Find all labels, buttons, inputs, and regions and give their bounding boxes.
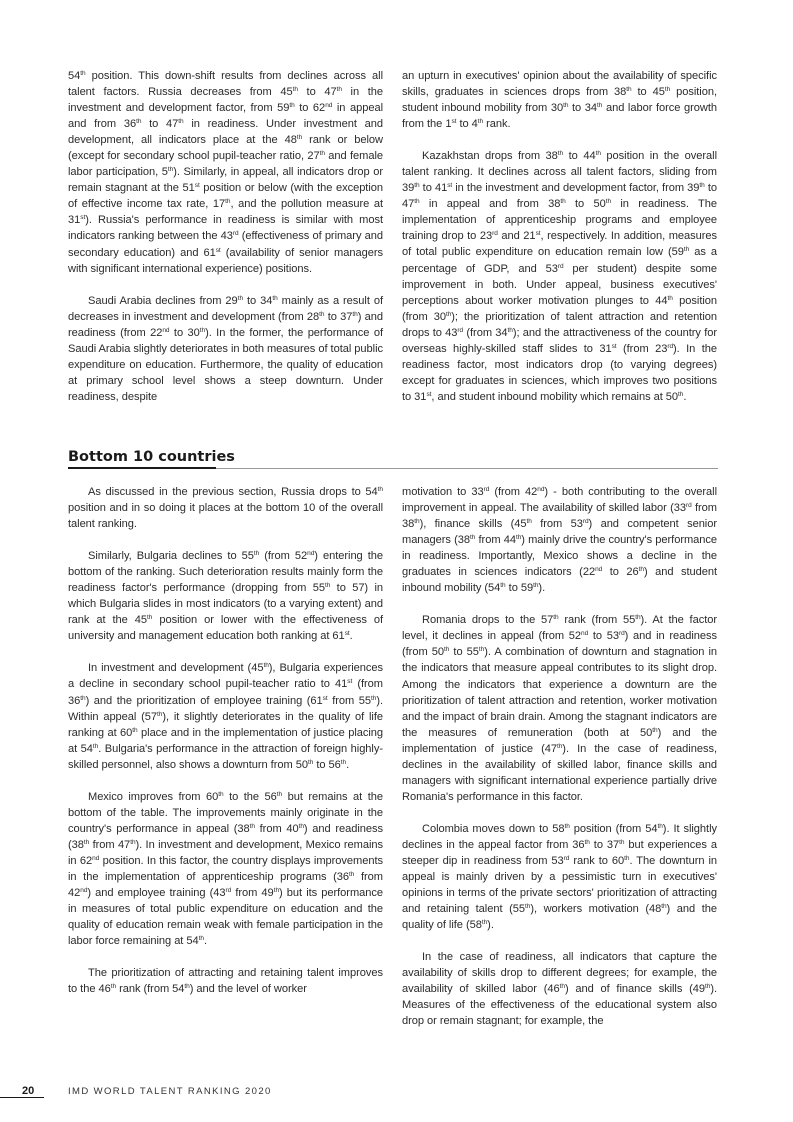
paragraph: 54th position. This down-shift results from declines across all talent factors. Russia decreases from 45th to 47th in the investment and development factor, from 59th to 62nd in appeal and from 36th to 47th in readiness. Under investment and development, all indicators place at the 48th rank or below (except for secondary school pupil-teacher ratio, 27th and female labor participation, 5th). Similarly, in appeal, all indicators drop or remain stagnant at the 51st position or below (with the exception of effective income tax rate, 17th, and the pollution measure at 31st). Russia's performance in readiness is similar with most indicators ranking between the 43rd (effectiveness of primary and secondary education) and 61st (availability of senior managers with significant international experience) positions. — [68, 70, 383, 275]
paragraph: an upturn in executives' opinion about the availability of specific skills, graduates in sciences drops from 38th to 45th position, student inbound mobility from 30th to 34th and labor force growth from the 1st to 4th rank. — [402, 70, 717, 131]
paragraph: motivation to 33rd (from 42nd) - both contributing to the overall improvement in appeal. The availability of skilled labor (33rd from 38th), finance skills (45th from 53rd) and competent senior managers (38th from 44th) mainly drive the country's performance in readiness. Importantly, Mexico shows a decline in the graduates in sciences indicators (22nd to 26th) and student inbound mobility (54th to 59th). — [402, 486, 718, 595]
paragraph: Mexico improves from 60th to the 56th but remains at the bottom of the table. The improvements mainly originate in the country's performance in appeal (38th from 40th) and readiness (38th from 47th). In investment and development, Mexico remains in 62nd position. In this factor, the country displays improvements in the implementation of apprenticeship programs (36th from 42nd) and employee training (43rd from 49th) but its performance in measures of total public expenditure on education and the quality of education remain weak with female participation in the labor force remaining at 54th. — [68, 790, 383, 948]
section-rule — [216, 468, 718, 469]
paragraph: In investment and development (45th), Bulgaria experiences a decline in secondary school pupil-teacher ratio to 41st (from 36th) and the prioritization of employee training (61st from 55th). Within appeal (57th), it slightly deteriorates in the quality of life ranking at 60th place and in the implementation of justice placing at 54th. Bulgaria's performance in the attraction of foreign highly-skilled personnel, also shows a downturn from 50th to 56th. — [68, 662, 383, 771]
paragraph: Romania drops to the 57th rank (from 55th). At the factor level, it declines in appeal (from 52nd to 53rd) and in readiness (from 50th to 55th). A combination of downturn and stagnation in the indicators that measure appeal contributes to its slight drop. Among the indicators that experience a downturn are the prioritization of talent attraction and retention, worker motivation and the impact of brain drain. Among the stagnant indicators are the measures of remuneration (both at 50th) and the implementation of justice (47th). In the case of readiness, declines in the availability of skilled labor, finance skills and managers with significant international experience partially drive Romania's performance in this factor. — [402, 614, 718, 803]
bottom-left-column — [68, 484, 383, 997]
paragraph: Colombia moves down to 58th position (from 54th). It slightly declines in the appeal factor from 36th to 37th but experiences a steeper dip in readiness from 53rd rank to 60th. The downturn in appeal is mainly driven by a pessimistic turn in executives' opinions in terms of the private sectors' prioritization of attracting and retaining talent (55th), workers motivation (48th) and the quality of life (58th). — [402, 822, 717, 932]
paragraph: Saudi Arabia declines from 29th to 34th mainly as a result of decreases in investment and development (from 28th to 37th) and readiness (from 22nd to 30th). In the former, the performance of Saudi Arabia slightly deteriorates in both measures of total public expenditure on education. Furthermore, the quality of education at primary school level shows a steep downturn. Under readiness, despite — [68, 294, 383, 403]
paragraph: Kazakhstan drops from 38th to 44th position in the overall talent ranking. It declines across all talent factors, sliding from 39th to 41st in the investment and development factor, from 39th to 47th in appeal and from 38th to 50th in readiness. The implementation of apprenticeship programs and employee training drop to 23rd and 21st, respectively. In addition, measures of total public expenditure on education remain low (59th as a percentage of GDP, and 53rd per student) despite some improvement in both. Under appeal, business executives' perceptions about worker motivation plunges to 44th position (from 30th); the prioritization of talent attraction and retention drops to 43rd (from 34th); and the attractiveness of the country for overseas highly-skilled staff slides to 31st (from 23rd). In the readiness factor, most indicators drop (to varying degrees) except for graduates in sciences, which improves two positions to 31st, and student inbound mobility which remains at 50th. — [402, 150, 718, 403]
footer-rule — [0, 1097, 44, 1098]
top-left-column — [68, 68, 383, 405]
bottom-right-column — [402, 484, 717, 1029]
paragraph: Similarly, Bulgaria declines to 55th (from 52nd) entering the bottom of the ranking. Such deterioration results mainly form the readiness factor's performance (dropping from 55th to 57) in which Bulgaria slides in most indicators (to a varying extent) and rank at the 45th position or lower with the effectiveness of university and management education both ranking at 61st. — [68, 550, 383, 643]
section-rule-accent — [68, 467, 216, 469]
paragraph: The prioritization of attracting and retaining talent improves to the 46th rank (from 54th) and the level of worker — [68, 967, 383, 996]
top-right-column — [402, 68, 717, 405]
footer-title: IMD WORLD TALENT RANKING 2020 — [68, 1086, 272, 1097]
paragraph: As discussed in the previous section, Russia drops to 54th position and in so doing it places at the bottom 10 of the overall talent ranking. — [68, 486, 383, 531]
page-number: 20 — [22, 1085, 35, 1097]
paragraph: In the case of readiness, all indicators that capture the availability of skills drop to different degrees; for example, the availability of skilled labor (46th) and of finance skills (49th). Measures of the effectiveness of the educational system also drop or remain stagnant; for example, the — [402, 951, 718, 1028]
section-title: Bottom 10 countries — [68, 449, 235, 465]
